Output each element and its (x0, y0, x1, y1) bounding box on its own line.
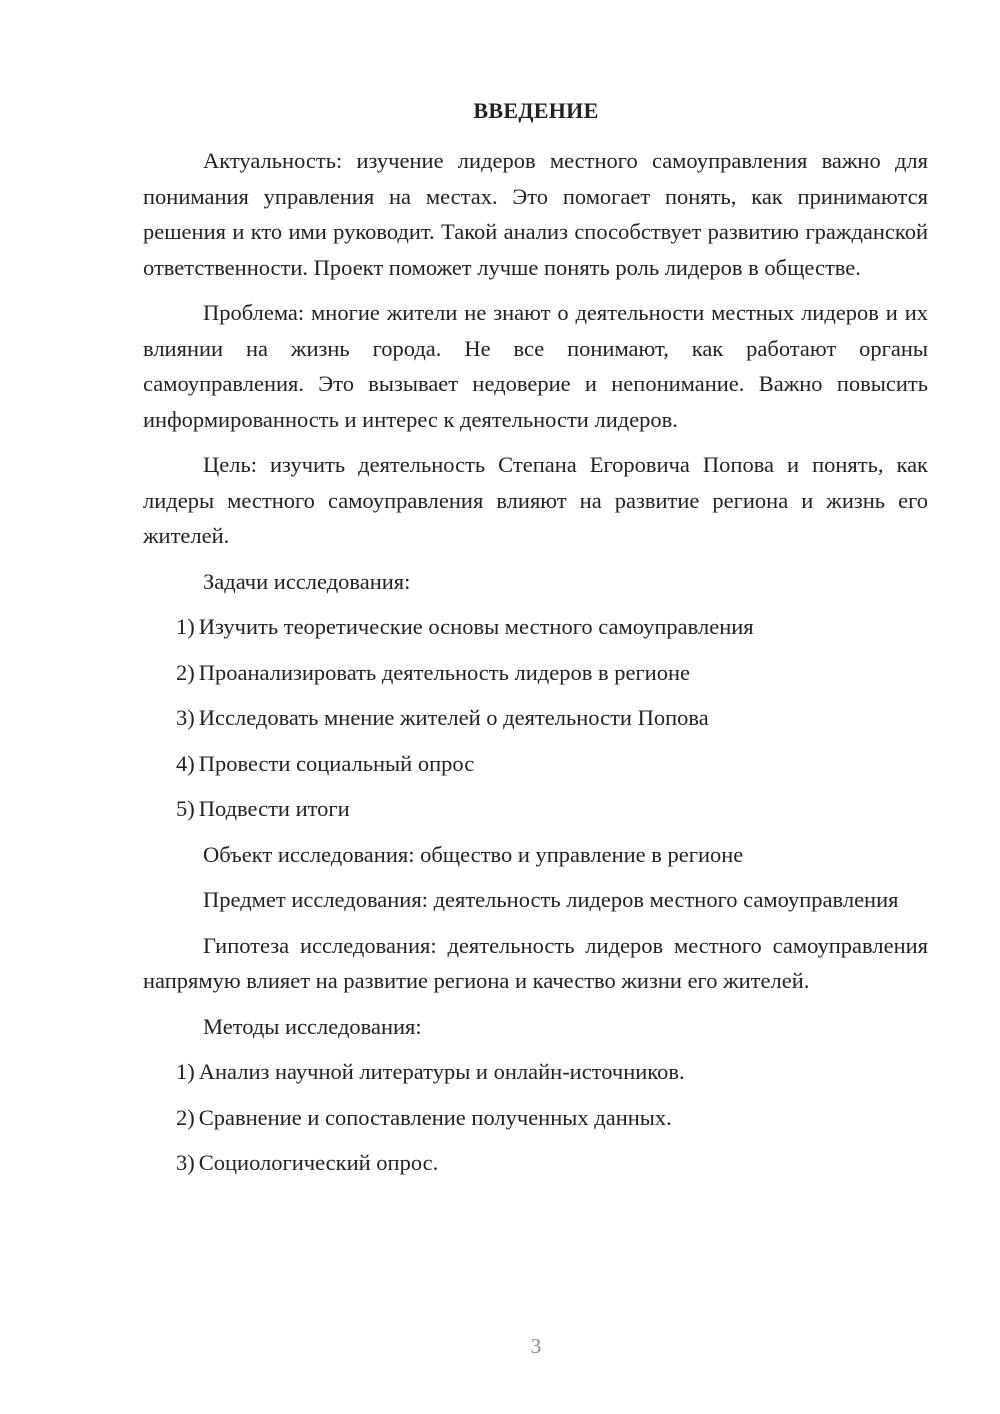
list-item-text: Провести социальный опрос (198, 750, 475, 776)
hypothesis-paragraph: Гипотеза исследования: деятельность лидеров местного самоуправления напрямую влияет на развитие региона и качество жизни его жителей. (143, 932, 928, 993)
list-item-number: 2) (176, 1104, 195, 1130)
list-item-number: 1) (176, 1059, 195, 1084)
list-item-number: 1) (176, 614, 195, 639)
list-item-text: Исследовать мнение жителей о деятельности Попова (198, 705, 709, 730)
methods-title: Методы исследования: (203, 1013, 422, 1039)
body-text (143, 143, 928, 1191)
relevance-paragraph: Актуальность: изучение лидеров местного самоуправления важно для понимания управления на местах. Это помогает понять, как принимаются решения и кто ими руководит. Такой анализ способствует развитию гражданской ответственности. Проект поможет лучше понять роль лидеров в обществе. (143, 148, 928, 280)
list-item-number: 3) (176, 705, 195, 730)
list-item-number: 3) (176, 1150, 195, 1175)
list-item-text: Проанализировать деятельность лидеров в регионе (198, 659, 690, 685)
list-item (143, 746, 928, 782)
object-paragraph: Объект исследования: общество и управление в регионе (203, 841, 744, 867)
list-item (143, 655, 928, 691)
list-item (143, 1145, 928, 1181)
list-item (143, 609, 928, 645)
section-heading: ВВЕДЕНИЕ (473, 98, 599, 123)
list-item (143, 1100, 928, 1136)
tasks-title: Задачи исследования: (203, 568, 411, 594)
problem-paragraph: Проблема: многие жители не знают о деятельности местных лидеров и их влиянии на жизнь города. Не все понимают, как работают органы самоуправления. Это вызывает недоверие и непонимание. Важно повысить информированность и интерес к деятельности лидеров. (143, 300, 928, 432)
page-number: 3 (530, 1334, 542, 1358)
list-item-number: 4) (176, 750, 195, 776)
list-item-text: Анализ научной литературы и онлайн-источников. (198, 1059, 685, 1084)
list-item-text: Подвести итоги (198, 796, 350, 821)
tasks-list (143, 609, 928, 827)
list-item-text: Сравнение и сопоставление полученных данных. (198, 1104, 672, 1130)
list-item (143, 1054, 928, 1090)
goal-paragraph: Цель: изучить деятельность Степана Егоровича Попова и понять, как лидеры местного самоуправления влияют на развитие региона и жизнь его жителей. (143, 452, 928, 548)
list-item (143, 791, 928, 827)
list-item-number: 2) (176, 659, 195, 685)
list-item-text: Социологический опрос. (198, 1150, 439, 1175)
list-item-text: Изучить теоретические основы местного самоуправления (198, 614, 754, 639)
subject-paragraph: Предмет исследования: деятельность лидеров местного самоуправления (203, 887, 899, 912)
list-item-number: 5) (176, 796, 195, 821)
methods-list (143, 1054, 928, 1181)
list-item (143, 700, 928, 736)
